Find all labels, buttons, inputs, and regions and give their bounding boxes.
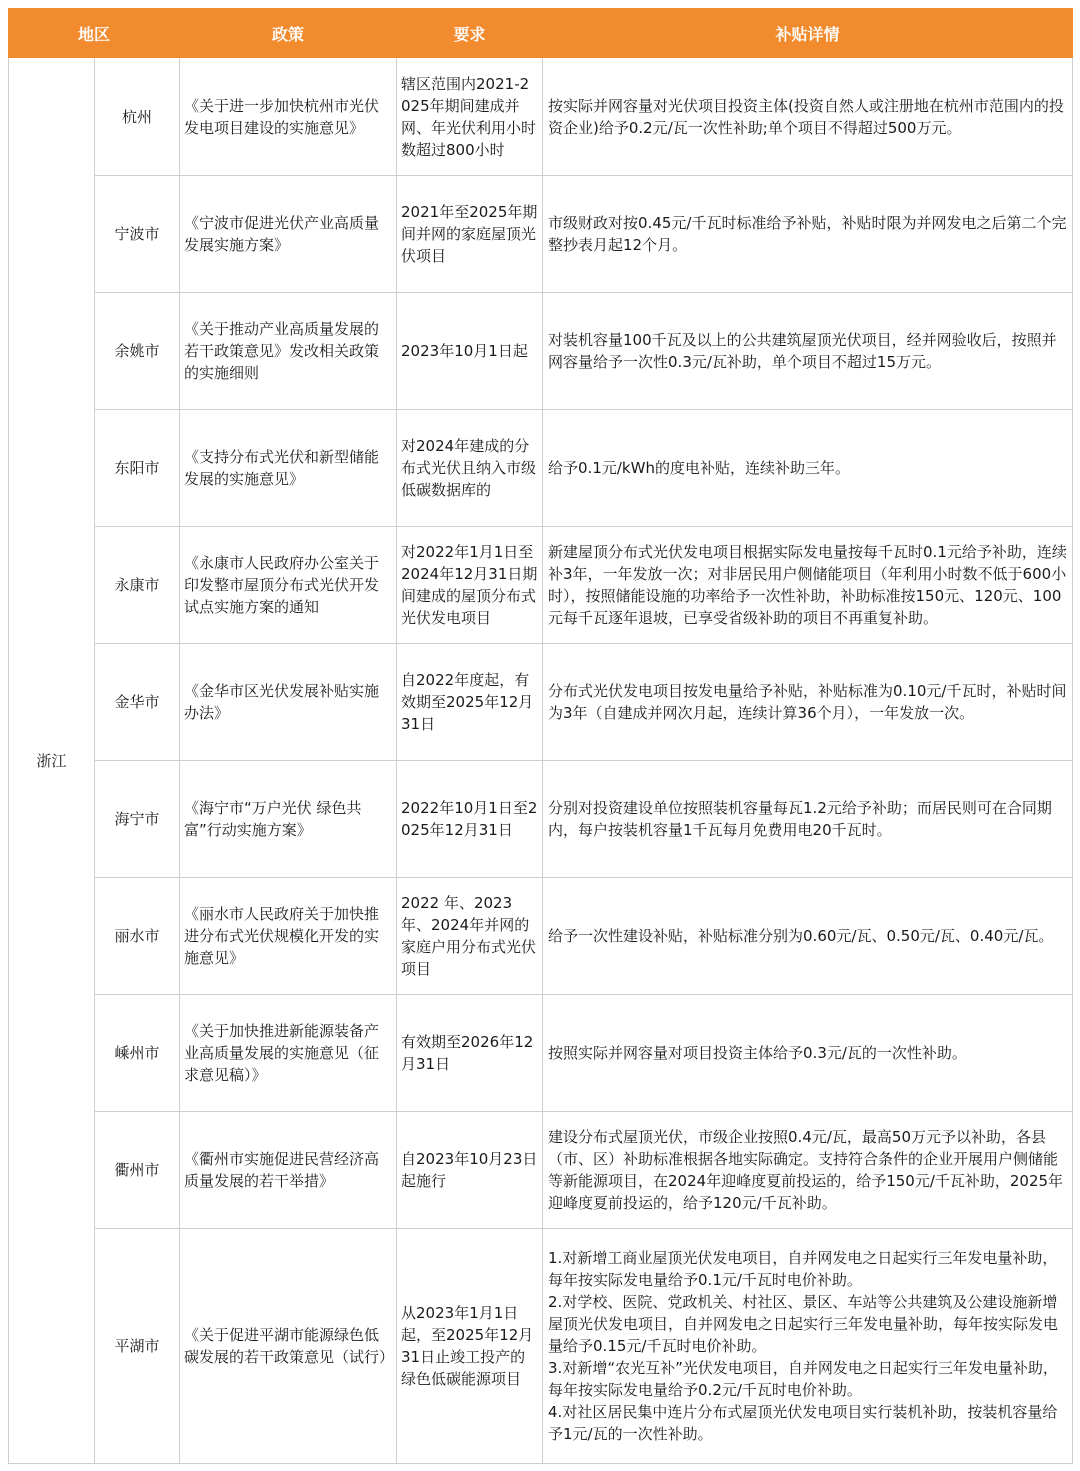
policy-cell: 《丽水市人民政府关于加快推进分布式光伏规模化开发的实施意见》 <box>180 878 397 995</box>
details-cell: 建设分布式屋顶光伏，市级企业按照0.4元/瓦，最高50万元予以补助，各县（市、区）补助标准根据各地实际确定。支持符合条件的企业开展用户侧储能等新能源项目，在2024年迎峰度夏前投运的，给予150元/千瓦补助，2025年迎峰度夏前投运的，给予120元/千瓦补助。 <box>543 1112 1073 1229</box>
city-cell: 海宁市 <box>95 761 180 878</box>
requirement-cell: 自2023年10月23日起施行 <box>397 1112 543 1229</box>
table-row <box>9 293 1073 410</box>
details-cell: 分别对投资建设单位按照装机容量每瓦1.2元给予补助；而居民则可在合同期内，每户按装机容量1千瓦每月免费用电20千瓦时。 <box>543 761 1073 878</box>
province-cell: 浙江 <box>9 58 95 1464</box>
table-row <box>9 644 1073 761</box>
details-cell: 按照实际并网容量对项目投资主体给予0.3元/瓦的一次性补助。 <box>543 995 1073 1112</box>
city-cell: 嵊州市 <box>95 995 180 1112</box>
details-cell <box>543 1229 1073 1464</box>
city-cell: 永康市 <box>95 527 180 644</box>
requirement-cell: 对2024年建成的分布式光伏且纳入市级低碳数据库的 <box>397 410 543 527</box>
table-row <box>9 176 1073 293</box>
table-row <box>9 527 1073 644</box>
policy-cell: 《海宁市“万户光伏 绿色共富”行动实施方案》 <box>180 761 397 878</box>
city-cell: 宁波市 <box>95 176 180 293</box>
subsidy-policy-table <box>8 8 1073 1464</box>
policy-cell: 《永康市人民政府办公室关于印发整市屋顶分布式光伏开发试点实施方案的通知 <box>180 527 397 644</box>
details-item: 2.对学校、医院、党政机关、村社区、景区、车站等公共建筑及公建设施新增屋顶光伏发电项目，自并网发电之日起实行三年发电量补助，每年按实际发电量给予0.15元/千瓦时电价补助。 <box>548 1293 1059 1355</box>
city-cell: 杭州 <box>95 58 180 176</box>
details-cell: 分布式光伏发电项目按发电量给予补贴，补贴标准为0.10元/千瓦时，补贴时间为3年（自建成并网次月起，连续计算36个月），一年发放一次。 <box>543 644 1073 761</box>
policy-cell: 《关于加快推进新能源装备产业高质量发展的实施意见（征求意见稿）》 <box>180 995 397 1112</box>
city-cell: 金华市 <box>95 644 180 761</box>
policy-cell: 《关于进一步加快杭州市光伏发电项目建设的实施意见》 <box>180 58 397 176</box>
table-row <box>9 58 1073 176</box>
policy-cell: 《关于促进平湖市能源绿色低碳发展的若干政策意见（试行） <box>180 1229 397 1464</box>
requirement-cell: 从2023年1月1日起，至2025年12月31日止竣工投产的绿色低碳能源项目 <box>397 1229 543 1464</box>
city-cell: 衢州市 <box>95 1112 180 1229</box>
details-cell: 给予0.1元/kWh的度电补贴，连续补助三年。 <box>543 410 1073 527</box>
policy-cell: 《衢州市实施促进民营经济高质量发展的若干举措》 <box>180 1112 397 1229</box>
header-region: 地区 <box>9 9 180 58</box>
requirement-cell: 有效期至2026年12月31日 <box>397 995 543 1112</box>
header-policy: 政策 <box>180 9 397 58</box>
policy-cell: 《金华市区光伏发展补贴实施办法》 <box>180 644 397 761</box>
table-row <box>9 878 1073 995</box>
details-cell: 新建屋顶分布式光伏发电项目根据实际发电量按每千瓦时0.1元给予补助，连续补3年，一年发放一次；对非居民用户侧储能项目（年利用小时数不低于600小时），按照储能设施的功率给予一次性补助，补助标准按150元、120元、100元每千瓦逐年退坡，已享受省级补助的项目不再重复补助。 <box>543 527 1073 644</box>
table-row <box>9 995 1073 1112</box>
header-details: 补贴详情 <box>543 9 1073 58</box>
city-cell: 平湖市 <box>95 1229 180 1464</box>
city-cell: 东阳市 <box>95 410 180 527</box>
requirement-cell: 2021年至2025年期间并网的家庭屋顶光伏项目 <box>397 176 543 293</box>
table-row <box>9 1229 1073 1464</box>
table-row <box>9 410 1073 527</box>
table-row <box>9 1112 1073 1229</box>
policy-table-container <box>8 8 1072 1464</box>
details-item: 1.对新增工商业屋顶光伏发电项目，自并网发电之日起实行三年发电量补助，每年按实际发电量给予0.1元/千瓦时电价补助。 <box>548 1249 1058 1289</box>
policy-cell: 《支持分布式光伏和新型储能发展的实施意见》 <box>180 410 397 527</box>
details-item: 4.对社区居民集中连片分布式屋顶光伏发电项目实行装机补助，按装机容量给予1元/瓦的一次性补助。 <box>548 1403 1058 1443</box>
details-cell: 对装机容量100千瓦及以上的公共建筑屋顶光伏项目，经并网验收后，按照并网容量给予一次性0.3元/瓦补助，单个项目不超过15万元。 <box>543 293 1073 410</box>
requirement-cell: 对2022年1月1日至2024年12月31日期间建成的屋顶分布式光伏发电项目 <box>397 527 543 644</box>
requirement-cell: 辖区范围内2021-2025年期间建成并网、年光伏利用小时数超过800小时 <box>397 58 543 176</box>
requirement-cell: 2022年10月1日至2025年12月31日 <box>397 761 543 878</box>
details-item: 3.对新增“农光互补”光伏发电项目，自并网发电之日起实行三年发电量补助，每年按实际发电量给予0.2元/千瓦时电价补助。 <box>548 1359 1058 1399</box>
requirement-cell: 自2022年度起，有效期至2025年12月31日 <box>397 644 543 761</box>
city-cell: 余姚市 <box>95 293 180 410</box>
details-cell: 按实际并网容量对光伏项目投资主体(投资自然人或注册地在杭州市范围内的投资企业)给予0.2元/瓦一次性补助;单个项目不得超过500万元。 <box>543 58 1073 176</box>
details-cell: 给予一次性建设补贴，补贴标准分别为0.60元/瓦、0.50元/瓦、0.40元/瓦。 <box>543 878 1073 995</box>
policy-cell: 《关于推动产业高质量发展的若干政策意见》发改相关政策的实施细则 <box>180 293 397 410</box>
requirement-cell: 2022 年、2023 年、2024年并网的家庭户用分布式光伏项目 <box>397 878 543 995</box>
table-header-row <box>9 9 1073 58</box>
policy-cell: 《宁波市促进光伏产业高质量发展实施方案》 <box>180 176 397 293</box>
table-row <box>9 761 1073 878</box>
details-cell: 市级财政对按0.45元/千瓦时标准给予补贴，补贴时限为并网发电之后第二个完整抄表月起12个月。 <box>543 176 1073 293</box>
requirement-cell: 2023年10月1日起 <box>397 293 543 410</box>
header-requirement: 要求 <box>397 9 543 58</box>
city-cell: 丽水市 <box>95 878 180 995</box>
